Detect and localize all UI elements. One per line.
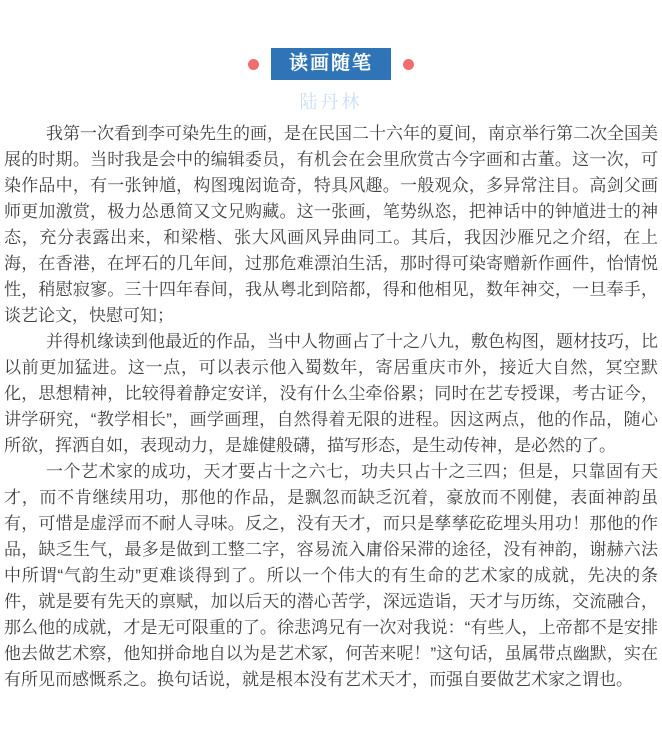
section-title-badge: 读画随笔 (271, 48, 391, 80)
article-body (0, 121, 662, 693)
decorative-dot-left (248, 59, 259, 70)
article-header (0, 48, 662, 114)
article-paragraph: 并得机缘读到他最近的作品，当中人物画占了十之八九，敷色构图，题材技巧，比以前更加猛进。这一点，可以表示他入蜀数年，寄居重庆市外，接近大自然，冥空默化，思想精神，比较得着静定安详，没有什么尘牵俗累；同时在艺专授课，考古证今，讲学研究，“教学相长”，画学画理，自然得着无限的进程。因这两点，他的作品，随心所欲，挥洒自如，表现动力，是雄健般礴，描写形态，是生动传神，是必然的了。 (4, 332, 658, 455)
author-name: 陆丹林 (299, 92, 363, 112)
article-paragraph: 我第一次看到李可染先生的画，是在民国二十六年的夏间，南京举行第二次全国美展的时期。当时我是会中的编辑委员，有机会在会里欣赏古今字画和古董。这一次，可染作品中，有一张钟馗，构图瑰闳诡奇，特具风趣。一般观众，多异常注目。高剑父画师更加激赏，极力怂恿简又文兄购藏。这一张画，笔势纵恣，把神话中的钟馗进士的神态，充分表露出来，和梁楷、张大风画风异曲同工。其后，我因沙雁兄之介绍，在上海，在香港，在坪石的几年间，过那危难漂泊生活，那时得可染寄赠新作画件，怡情悦性，稍慰寂寥。三十四年春间，我从粤北到陪都，得和他相见，数年神交，一旦奉手，谈艺论文，快慰可知； (4, 124, 658, 325)
decorative-dot-right (403, 59, 414, 70)
article-paragraph: 一个艺术家的成功，天才要占十之六七，功夫只占十之三四；但是，只靠固有天才，而不肯继续用功，那他的作品，是飘忽而缺乏沉着，豪放而不刚健，表面神韵虽有，可惜是虚浮而不耐人寻味。反之，没有天才，而只是孳孳矻矻埋头用功！那他的作品，缺乏生气，最多是做到工整二字，容易流入庸俗呆滞的途径，没有神韵，谢赫六法中所谓“气韵生动”更难谈得到了。所以一个伟大的有生命的艺术家的成就，先决的条件，就是要有先天的禀赋，加以后天的潜心苦学，深远造诣，天才与历练，交流融合，那么他的成就，才是无可限重的了。徐悲鸿兄有一次对我说：“有些人，上帝都不是安排他去做艺术察，他知拼命地自以为是艺术冢，何苦来呢！”这句话，虽属带点幽默，实在有所见而感慨系之。换句话说，就是根本没有艺术天才，而强自要做艺术家之谓也。 (4, 462, 658, 689)
section-title-row (0, 48, 662, 80)
